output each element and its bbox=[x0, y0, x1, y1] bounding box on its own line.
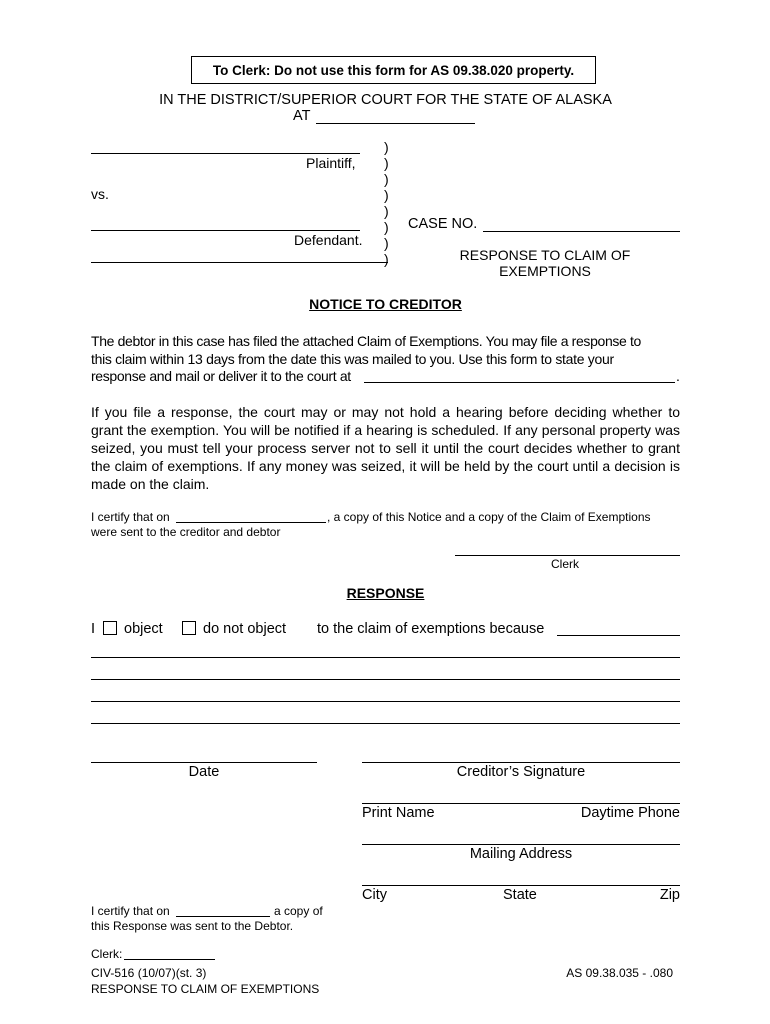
caption-paren: ) bbox=[384, 219, 389, 235]
creditor-signature-field[interactable] bbox=[362, 762, 680, 763]
defendant-label: Defendant. bbox=[294, 232, 363, 248]
caption-paren: ) bbox=[384, 203, 389, 219]
response-heading: RESPONSE bbox=[346, 585, 425, 601]
reason-field-line3[interactable] bbox=[91, 679, 680, 680]
caption-paren: ) bbox=[384, 139, 389, 155]
certify2-suffix: a copy of bbox=[274, 904, 323, 918]
reason-field-line5[interactable] bbox=[91, 723, 680, 724]
certify2-line2: this Response was sent to the Debtor. bbox=[91, 919, 294, 933]
mailing-address-label: Mailing Address bbox=[469, 846, 573, 862]
notice-para1-line2: this claim within 13 days from the date this was mailed to you. Use this form to state your bbox=[91, 351, 614, 367]
defendant-name-field-2[interactable] bbox=[91, 262, 388, 263]
footer-clerk-field[interactable] bbox=[124, 959, 215, 960]
caption-paren: ) bbox=[384, 235, 389, 251]
court-address-field[interactable] bbox=[364, 382, 675, 383]
certify1-prefix: I certify that on bbox=[91, 510, 170, 524]
date-field[interactable] bbox=[91, 762, 317, 763]
plaintiff-name-field[interactable] bbox=[91, 153, 360, 154]
clerk-label: Clerk bbox=[551, 557, 580, 571]
certify2-date-field[interactable] bbox=[176, 916, 270, 917]
certify1-line2: were sent to the creditor and debtor bbox=[91, 525, 281, 539]
court-heading: IN THE DISTRICT/SUPERIOR COURT FOR THE STATE OF ALASKA bbox=[159, 92, 612, 108]
date-label: Date bbox=[188, 764, 220, 780]
form-id: CIV-516 (10/07)(st. 3) bbox=[91, 966, 207, 980]
do-not-object-checkbox[interactable] bbox=[182, 621, 196, 635]
reason-field-line1[interactable] bbox=[557, 635, 680, 636]
reason-field-line4[interactable] bbox=[91, 701, 680, 702]
notice-para1-line3: response and mail or deliver it to the court at bbox=[91, 368, 351, 384]
plaintiff-label: Plaintiff, bbox=[306, 155, 356, 171]
city-label: City bbox=[362, 887, 387, 903]
at-label: AT bbox=[293, 108, 311, 124]
doc-title-line2: EXEMPTIONS bbox=[499, 263, 591, 279]
mailing-address-field[interactable] bbox=[362, 844, 680, 845]
clerk-warning-banner: To Clerk: Do not use this form for AS 09.38.020 property. bbox=[191, 56, 596, 84]
creditor-signature-label: Creditor’s Signature bbox=[456, 764, 586, 780]
doc-title-line1: RESPONSE TO CLAIM OF bbox=[459, 247, 631, 263]
notice-period: . bbox=[676, 368, 680, 384]
vs-label: vs. bbox=[91, 186, 109, 202]
object-checkbox[interactable] bbox=[103, 621, 117, 635]
caption-paren: ) bbox=[384, 171, 389, 187]
daytime-phone-label: Daytime Phone bbox=[580, 805, 680, 821]
form-name: RESPONSE TO CLAIM OF EXEMPTIONS bbox=[91, 982, 320, 996]
because-label: to the claim of exemptions because bbox=[317, 621, 545, 637]
certify1-date-field[interactable] bbox=[176, 522, 326, 523]
reason-field-line2[interactable] bbox=[91, 657, 680, 658]
clerk-signature-field[interactable] bbox=[455, 555, 680, 556]
caption-paren: ) bbox=[384, 187, 389, 203]
notice-para1-line1: The debtor in this case has filed the attached Claim of Exemptions. You may file a response to bbox=[91, 333, 641, 349]
footer-clerk-label: Clerk: bbox=[91, 947, 123, 961]
caption-paren: ) bbox=[384, 155, 389, 171]
case-no-label: CASE NO. bbox=[408, 216, 478, 232]
print-name-label: Print Name bbox=[362, 805, 435, 821]
court-location-field[interactable] bbox=[316, 123, 475, 124]
certify2-prefix: I certify that on bbox=[91, 904, 170, 918]
notice-heading: NOTICE TO CREDITOR bbox=[309, 296, 462, 312]
notice-para2: If you file a response, the court may or may not hold a hearing before deciding whether to grant the exemption. You will be notified if a hearing is scheduled. If any personal property was seized, you must tell your process server not to sell it until the court decides whether to grant the claim of exemptions. If any money was seized, it will be held by the court until a decision is made on the claim. bbox=[91, 404, 680, 492]
caption-paren: ) bbox=[384, 251, 389, 267]
city-state-zip-field[interactable] bbox=[362, 885, 680, 886]
case-number-field[interactable] bbox=[483, 231, 680, 232]
statute-reference: AS 09.38.035 - .080 bbox=[566, 966, 673, 980]
defendant-name-field[interactable] bbox=[91, 230, 360, 231]
object-label: object bbox=[124, 621, 163, 637]
certify1-suffix: , a copy of this Notice and a copy of the Claim of Exemptions bbox=[327, 510, 651, 524]
do-not-object-label: do not object bbox=[203, 621, 287, 637]
state-label: State bbox=[503, 887, 537, 903]
print-name-phone-field[interactable] bbox=[362, 803, 680, 804]
response-i-label: I bbox=[91, 621, 96, 637]
zip-label: Zip bbox=[659, 887, 680, 903]
